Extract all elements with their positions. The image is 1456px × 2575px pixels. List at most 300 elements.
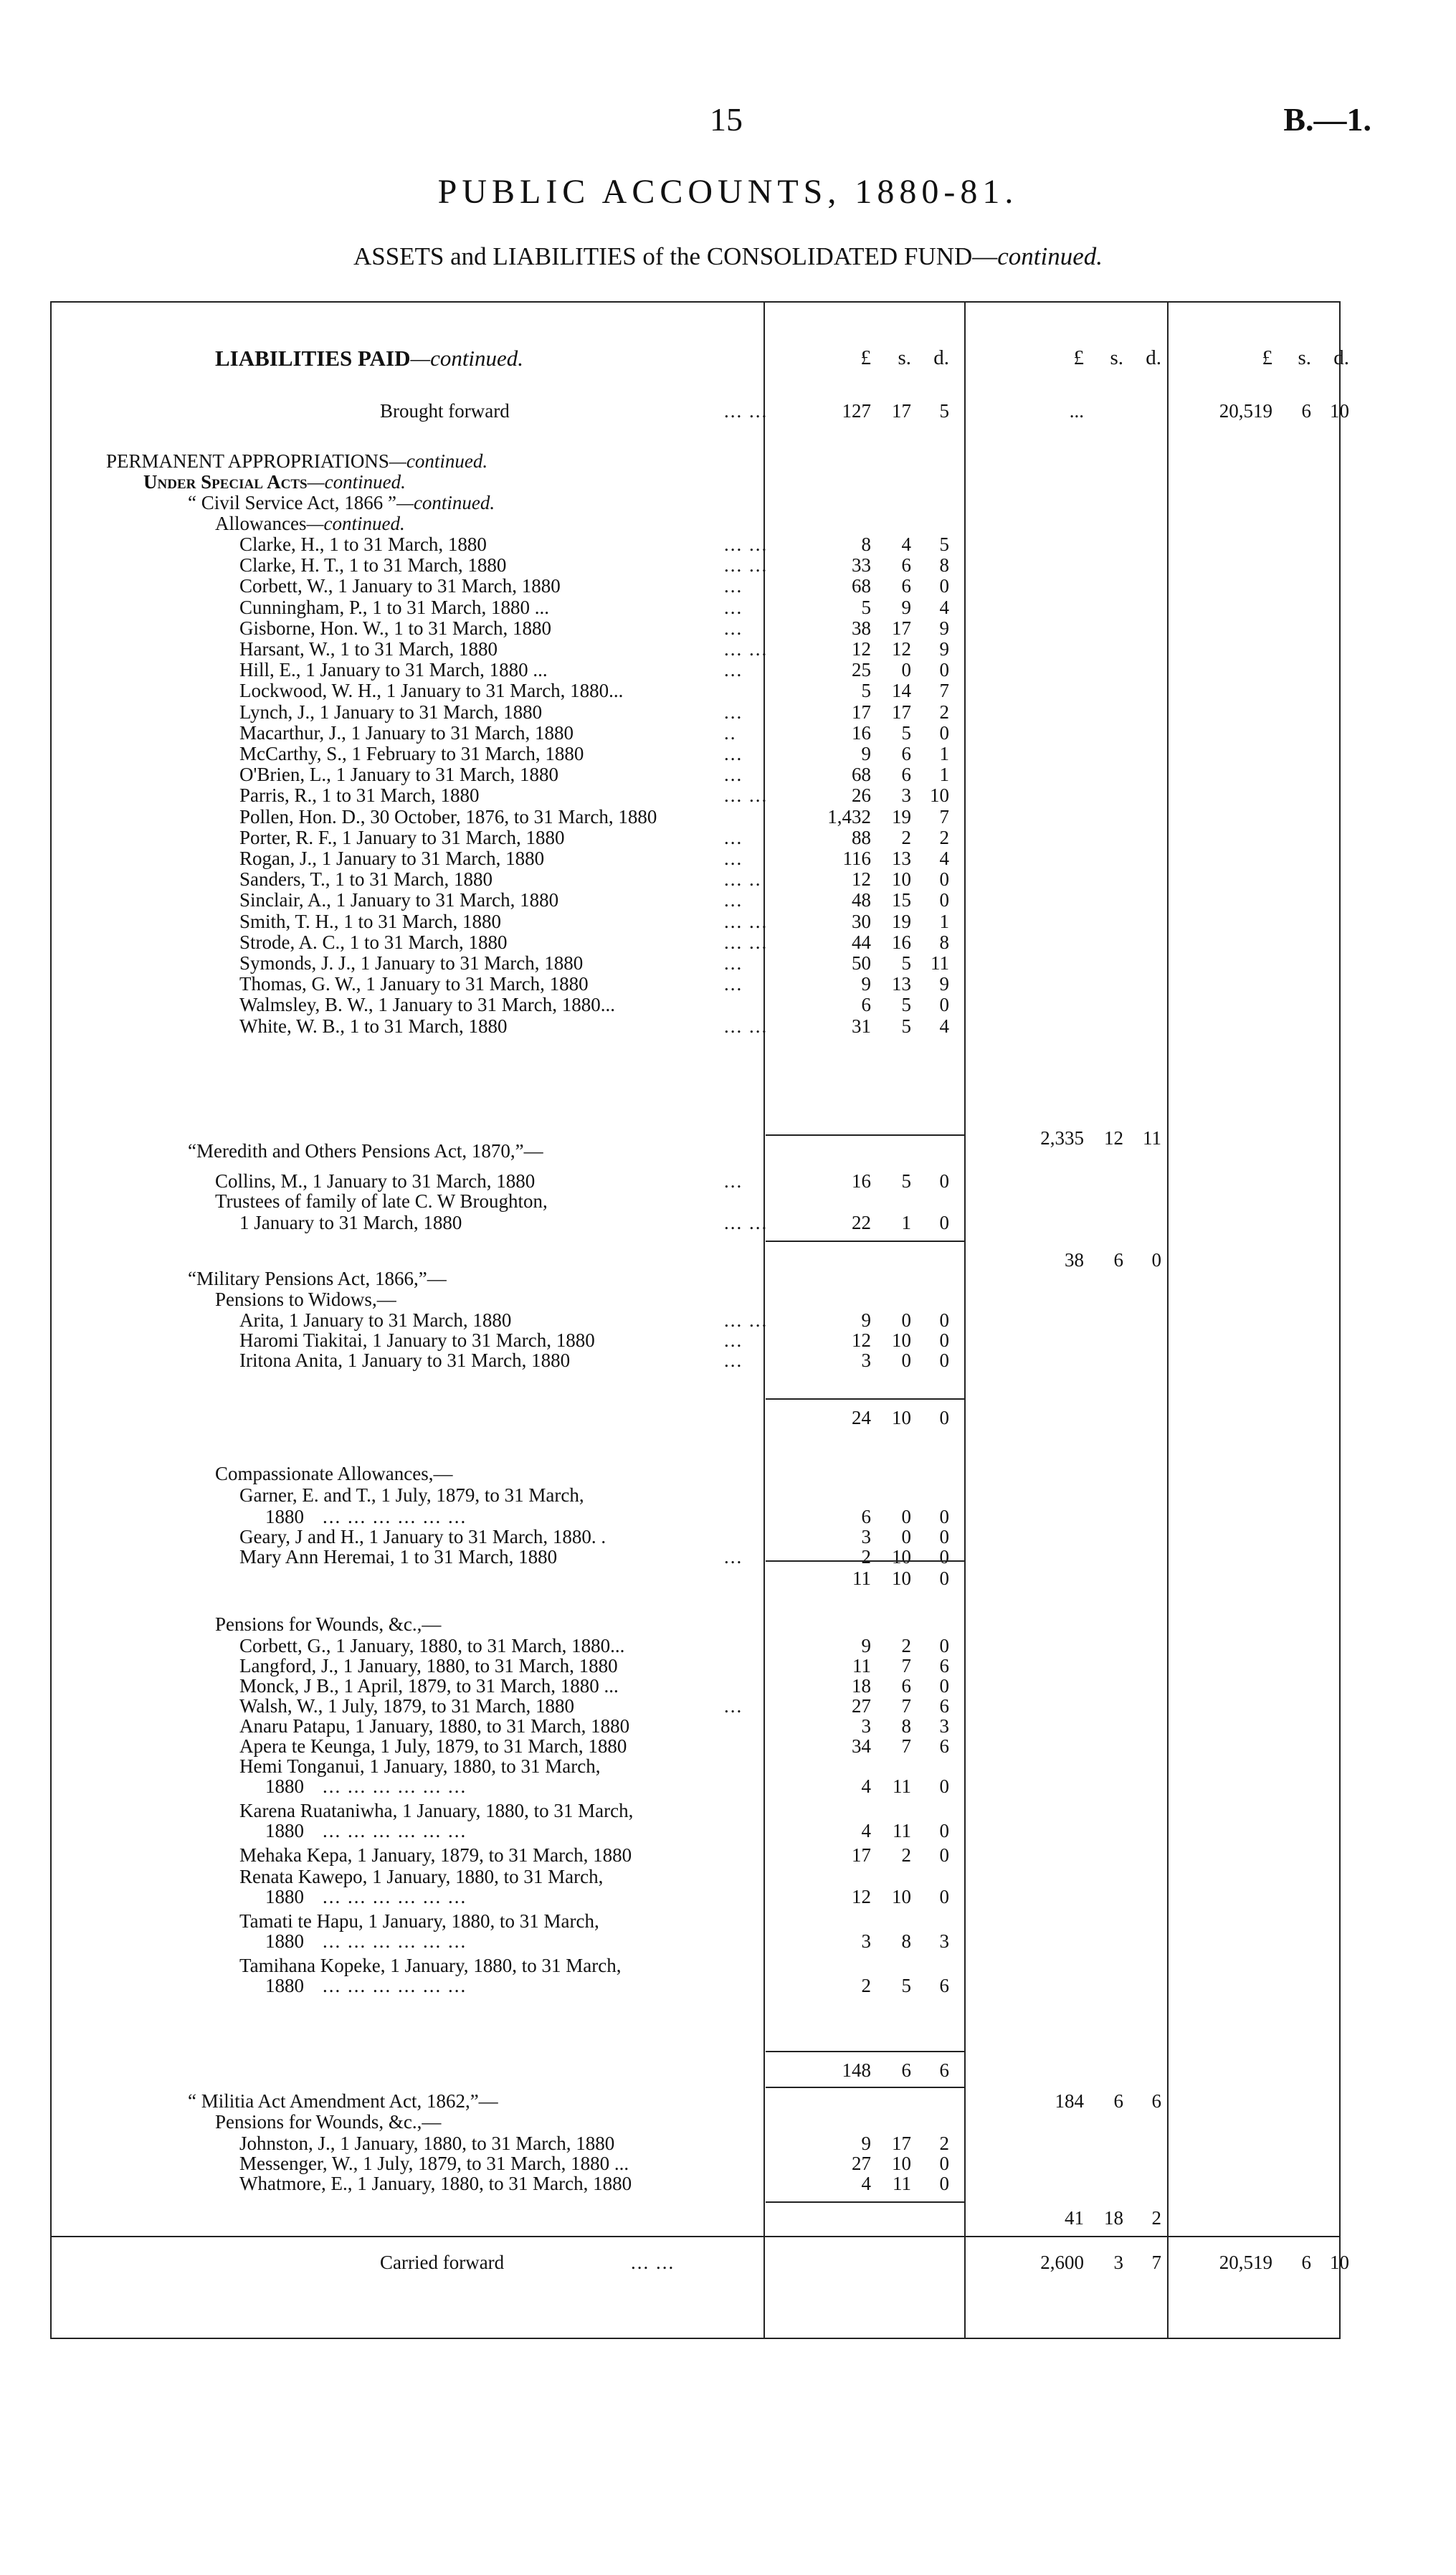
amount-shillings: 4 [901,534,911,555]
entry-row [0,743,1456,764]
total-shillings: 10 [892,1407,911,1428]
amount-pence: 10 [1330,2252,1349,2273]
entry-label: Tamihana Kopeke, 1 January, 1880, to 31 March, [239,1955,622,1976]
entry-label: White, W. B., 1 to 31 March, 1880 [239,1015,508,1037]
entry-label: Rogan, J., 1 January to 31 March, 1880 [239,848,545,869]
amount-pence: 6 [939,1975,949,1996]
entry-label: Lockwood, W. H., 1 January to 31 March, 1880... [239,680,624,702]
amount-shillings: 11 [893,1775,911,1797]
amount-shillings: 0 [901,1309,911,1331]
amount-pence: 0 [939,1820,949,1841]
leader-dots: ... [724,952,743,974]
amount-pounds: 16 [852,721,871,744]
carried-forward-row [0,2252,1456,2273]
entry-row [0,1329,1456,1351]
amount-pounds: 27 [852,2153,871,2174]
subtotal-rule [766,1241,964,1242]
subsection-continued: —continued. [307,471,406,493]
entry-row [0,952,1456,974]
subsection-heading [0,471,1456,493]
entry-row [0,784,1456,806]
carried-forward-label: Carried forward [380,2252,505,2273]
col3-shillings-head: s. [1298,346,1311,369]
leader-dots: ... ... [724,910,769,932]
amount-pence: 7 [939,680,949,702]
entry-row [0,638,1456,660]
entry-row [0,1755,1456,1777]
entry-row [0,827,1456,848]
amount-shillings: 0 [901,1526,911,1547]
entry-row [0,554,1456,576]
leader-dots: ... ... [724,784,769,807]
amount-pence: 7 [1151,2252,1161,2273]
entry-label: Lynch, J., 1 January to 31 March, 1880 [239,701,543,723]
total-shillings: 18 [1104,2207,1123,2229]
carried-forward-rule [50,2236,1341,2237]
entry-row-line1 [0,1190,1456,1212]
widows-heading [0,1289,1456,1310]
leader-dots: ... [724,1695,743,1717]
amount-shillings: 5 [901,952,911,974]
amount-shillings: 8 [901,1715,911,1737]
amount-shillings: 6 [901,764,911,786]
amount-pence: 0 [939,575,949,597]
entry-row [0,1775,1456,1797]
entry-row [0,1546,1456,1568]
leader-dots: ... [724,617,743,639]
amount-shillings: 7 [901,1735,911,1757]
entry-label: Cunningham, P., 1 to 31 March, 1880 ... [239,596,549,618]
amount-pence: 0 [939,721,949,744]
amount-pounds: 26 [852,784,871,807]
subtotal-rule [766,1560,964,1562]
entry-row [0,931,1456,953]
compassionate-heading [0,1463,1456,1484]
entry-row [0,1844,1456,1866]
amount-shillings: 6 [901,575,911,597]
amount-pounds: 12 [852,868,871,891]
total-pence: 2 [1151,2207,1161,2229]
amount-pence: 0 [939,1212,949,1233]
amount-pounds: 6 [861,1506,871,1527]
amount-pounds: 38 [852,617,871,639]
entry-label: Collins, M., 1 January to 31 March, 1880 [215,1170,536,1192]
amount-pounds: 16 [852,1170,871,1192]
entry-row [0,806,1456,827]
amount-shillings: 17 [892,400,911,422]
amount-pence: 0 [939,1886,949,1907]
amount-shillings: 2 [901,1844,911,1866]
amount-pounds: 18 [852,1675,871,1697]
leader-dots: ... [724,1329,743,1351]
amount-shillings: 2 [901,1635,911,1656]
amount-shillings: 13 [892,973,911,995]
act-continued: —continued. [396,492,495,513]
column-headers [0,347,1456,369]
group-title: Pensions for Wounds, &c.,— [215,2111,442,2133]
entry-row [0,2173,1456,2194]
entry-row [0,722,1456,744]
leader-dots: ... ... [724,554,769,577]
total-pence: 6 [939,2059,949,2081]
amount-pounds: 88 [852,826,871,848]
entry-row [0,1526,1456,1547]
total-shillings: 10 [892,1568,911,1589]
entry-label: Geary, J and H., 1 January to 31 March, 1880. . [239,1526,606,1547]
leader-dots: ... [724,743,743,764]
heading-main: LIABILITIES PAID [215,346,411,371]
entry-label: Sinclair, A., 1 January to 31 March, 1880 [239,889,559,911]
amount-pounds: 2,600 [1040,2252,1084,2273]
entry-row [0,1715,1456,1737]
leader-dots: ... ... [724,1309,769,1331]
amount-shillings: 10 [892,1329,911,1351]
amount-shillings: 5 [901,1975,911,1996]
amount-pounds: 2 [861,1975,871,1996]
compassionate-total-row [0,1568,1456,1589]
entry-label: Hill, E., 1 January to 31 March, 1880 ... [239,659,548,681]
amount-pence: 5 [939,534,949,555]
entry-row [0,2153,1456,2174]
col2-pence-head: d. [1146,346,1161,369]
amount-pence: 2 [939,2133,949,2154]
amount-pounds: 4 [861,1820,871,1841]
entry-row [0,889,1456,911]
amount-pounds: 3 [861,1350,871,1371]
amount-pounds: 6 [861,994,871,1016]
total-pounds: 38 [1065,1249,1084,1271]
entry-label: Sanders, T., 1 to 31 March, 1880 [239,868,493,891]
entry-label: Parris, R., 1 to 31 March, 1880 [239,784,480,807]
entry-label: Tamati te Hapu, 1 January, 1880, to 31 March, [239,1910,599,1932]
entry-label: Hemi Tonganui, 1 January, 1880, to 31 March, [239,1755,601,1777]
leader-dots: ... [724,659,743,681]
total-pounds: 184 [1055,2090,1084,2112]
amount-shillings: 12 [892,638,911,660]
total-shillings: 6 [901,2059,911,2081]
amount-pounds: 3 [861,1715,871,1737]
brought-forward-label: Brought forward [380,400,510,422]
total-pence: 0 [1151,1249,1161,1271]
amount-pounds: 116 [842,848,871,869]
amount-pence: 8 [939,931,949,953]
leader-dots: ... ... [631,2252,675,2273]
leader-dots: ... .. [724,868,762,891]
amount-shillings: 10 [892,1546,911,1568]
entry-label: Walsh, W., 1 July, 1879, to 31 March, 1880 [239,1695,575,1717]
entry-row [0,659,1456,680]
total-pounds: 41 [1065,2207,1084,2229]
leader-dots: ... [724,1350,743,1371]
leader-dots: ... ... ... ... ... ... [323,1775,467,1797]
amount-pounds: 12 [852,1329,871,1351]
leader-dots: ... [724,701,743,723]
amount-shillings: 0 [901,1506,911,1527]
total-pounds: 24 [852,1407,871,1428]
amount-pence: 4 [939,848,949,869]
amount-pence: 6 [939,1735,949,1757]
act-title: “ Civil Service Act, 1866 ” [188,492,396,513]
entry-label: Pollen, Hon. D., 30 October, 1876, to 31 March, 1880 [239,805,657,827]
subtitle-main: ASSETS and LIABILITIES of the CONSOLIDATED FUND— [353,242,998,270]
amount-pence: 0 [939,889,949,911]
section-main: PERMANENT APPROPRIATIONS [106,450,389,472]
widows-total-row [0,1407,1456,1428]
total-shillings: 12 [1104,1127,1123,1149]
amount-pence: 0 [939,1170,949,1192]
amount-pence: 0 [939,1526,949,1547]
entry-label: Trustees of family of late C. W Broughton, [215,1190,548,1212]
entry-row [0,973,1456,995]
amount-pence: 3 [939,1715,949,1737]
entry-row [0,848,1456,869]
amount-pence: 9 [939,617,949,639]
leader-dots: ... [724,826,743,848]
col1-shillings-head: s. [898,346,911,369]
amount-pence: 0 [939,1350,949,1371]
section-continued: —continued. [389,450,488,472]
amount-pounds: 9 [861,1635,871,1656]
entry-label: Strode, A. C., 1 to 31 March, 1880 [239,931,508,953]
act-heading-meredith [0,1140,1456,1162]
amount-shillings: 5 [901,1015,911,1037]
leader-dots: ... ... [724,1212,769,1233]
entry-label: Gisborne, Hon. W., 1 to 31 March, 1880 [239,617,551,639]
entry-label: 1880 [265,1820,304,1841]
page-title: PUBLIC ACCOUNTS, 1880-81. [437,173,1019,211]
entry-row [0,701,1456,723]
amount-pence: 0 [939,1329,949,1351]
amount-shillings: 11 [893,1820,911,1841]
amount-shillings: 7 [901,1695,911,1717]
entry-label: Whatmore, E., 1 January, 1880, to 31 March, 1880 [239,2173,632,2194]
entry-row [0,1506,1456,1527]
total-pence: 6 [1151,2090,1161,2112]
leader-dots: ... ... ... ... ... ... [323,1930,467,1952]
amount-pounds: 31 [852,1015,871,1037]
entry-row [0,1866,1456,1887]
subtitle-continued: continued. [997,242,1103,270]
entry-row [0,680,1456,701]
subtotal-rule [766,2087,964,2088]
entry-row [0,911,1456,932]
group-title: Pensions to Widows,— [215,1289,396,1310]
leader-dots: ... [724,1170,743,1192]
act-title: “ Militia Act Amendment Act, 1862,”— [188,2090,498,2112]
leader-dots: ... ... [724,1015,769,1037]
entry-label: Monck, J B., 1 April, 1879, to 31 March, 1880 ... [239,1675,619,1697]
amount-pence: 0 [939,659,949,681]
amount-pounds: 5 [861,596,871,618]
amount-pence: 0 [939,1546,949,1568]
amount-pence: 1 [939,764,949,786]
amount-shillings: 19 [892,910,911,932]
entry-label: Karena Ruataniwha, 1 January, 1880, to 31 March, [239,1800,634,1821]
amount-pounds: 2 [861,1546,871,1568]
entry-label: Langford, J., 1 January, 1880, to 31 March, 1880 [239,1655,618,1677]
entry-label: Corbett, W., 1 January to 31 March, 1880 [239,575,561,597]
militia-wounds-heading [0,2111,1456,2133]
amount-pounds: 22 [852,1212,871,1233]
act-title: “Meredith and Others Pensions Act, 1870,”— [188,1140,543,1162]
leader-dots: ... [724,889,743,911]
entry-row [0,1675,1456,1697]
leader-dots: ... [724,1546,743,1568]
entry-label: Iritona Anita, 1 January to 31 March, 1880 [239,1350,571,1371]
entry-label: Arita, 1 January to 31 March, 1880 [239,1309,512,1331]
leader-dots: ... ... [724,400,769,422]
leader-dots: ... [724,848,743,869]
entry-row [0,1930,1456,1952]
entry-label: Thomas, G. W., 1 January to 31 March, 1880 [239,973,589,995]
subtotal-rule [766,1398,964,1400]
amount-shillings: 14 [892,680,911,702]
leader-dots: ... ... [724,931,769,953]
total-pounds: 11 [852,1568,871,1589]
col1-pounds-head: £ [860,346,871,369]
amount-pounds: 20,519 [1219,2252,1272,2273]
amount-pounds: 3 [861,1526,871,1547]
entry-label: 1880 [265,1975,304,1996]
amount-shillings: 6 [901,1675,911,1697]
total-pounds: 2,335 [1040,1127,1084,1149]
amount-pence: 0 [939,2173,949,2194]
entry-row-line1 [0,1484,1456,1506]
amount-shillings: 15 [892,889,911,911]
entry-label: Clarke, H. T., 1 to 31 March, 1880 [239,554,507,577]
col2-pounds-head: £ [1073,346,1084,369]
amount-shillings: 1 [901,1212,911,1233]
amount-pence: 6 [939,1695,949,1717]
document-code: B.—1. [1283,101,1371,138]
entry-row [0,534,1456,555]
amount-pounds: 127 [842,400,871,422]
amount-pence: 9 [939,973,949,995]
subtotal-rule [766,2051,964,2052]
amount-pounds: 20,519 [1219,400,1272,422]
entry-label: 1880 [265,1886,304,1907]
amount-pounds: 5 [861,680,871,702]
entry-label: Johnston, J., 1 January, 1880, to 31 March, 1880 [239,2133,615,2154]
act-heading-military [0,1268,1456,1289]
amount-pounds: 8 [861,534,871,555]
col1-pence-head: d. [933,346,949,369]
group-title: Pensions for Wounds, &c.,— [215,1613,442,1635]
allowances-heading [0,513,1456,534]
group-title: Compassionate Allowances,— [215,1463,453,1484]
entry-row [0,1015,1456,1037]
entry-label: Mary Ann Heremai, 1 to 31 March, 1880 [239,1546,558,1568]
amount-shillings: 5 [901,994,911,1016]
entry-row [0,1635,1456,1656]
amount-pence: 4 [939,596,949,618]
amount-pounds: 4 [861,1775,871,1797]
amount-pence: 0 [939,994,949,1016]
entry-row [0,994,1456,1015]
amount-pence: 0 [939,1775,949,1797]
amount-shillings: 5 [901,721,911,744]
amount-pence: 9 [939,638,949,660]
amount-pounds: 33 [852,554,871,577]
entry-row [0,764,1456,785]
amount-pounds: 48 [852,889,871,911]
amount-pence: 5 [939,400,949,422]
entry-row [0,1910,1456,1932]
total-pence: 11 [1143,1127,1161,1149]
entry-label: Macarthur, J., 1 January to 31 March, 1880 [239,721,574,744]
col2-shillings-head: s. [1110,346,1123,369]
section-heading [0,450,1456,472]
amount-shillings: 17 [892,701,911,723]
amount-shillings: 5 [901,1170,911,1192]
brought-forward-row [0,400,1456,422]
entry-label: Corbett, G., 1 January, 1880, to 31 March, 1880... [239,1635,625,1656]
entry-label: 1880 [265,1775,304,1797]
amount-pounds: 30 [852,910,871,932]
amount-pounds: 9 [861,2133,871,2154]
amount-pence: 10 [1330,400,1349,422]
amount-pence: 1 [939,743,949,764]
amount-pounds: 1,432 [827,805,871,827]
amount-pounds: 4 [861,2173,871,2194]
entry-row [0,1955,1456,1976]
entry-label: Harsant, W., 1 to 31 March, 1880 [239,638,498,660]
leader-dots: ... ... ... ... ... ... [323,1506,467,1527]
amount-pounds: 17 [852,701,871,723]
amount-shillings: 3 [901,784,911,807]
entry-row [0,597,1456,618]
act-title: “Military Pensions Act, 1866,”— [188,1268,447,1289]
amount-shillings: 8 [901,1930,911,1952]
entry-label: McCarthy, S., 1 February to 31 March, 1880 [239,743,584,764]
entry-label: 1880 [265,1930,304,1952]
amount-pounds: 44 [852,931,871,953]
amount-shillings: 6 [901,743,911,764]
total-shillings: 6 [1113,2090,1123,2112]
entry-label: Apera te Keunga, 1 July, 1879, to 31 March, 1880 [239,1735,627,1757]
leader-dots: ... [724,973,743,995]
total-pounds: 148 [842,2059,871,2081]
leader-dots: ... ... [724,534,769,555]
total-pence: 0 [939,1568,949,1589]
entry-label: Walmsley, B. W., 1 January to 31 March, 1880... [239,994,616,1016]
amount-shillings: 17 [892,2133,911,2154]
entry-label: Mehaka Kepa, 1 January, 1879, to 31 March, 1880 [239,1844,632,1866]
subtotal-rule [766,2201,964,2203]
amount-shillings: 10 [892,1886,911,1907]
amount-pence: 3 [939,1930,949,1952]
entry-row [0,1820,1456,1841]
leader-dots: ... [724,596,743,618]
amount-shillings: 7 [901,1655,911,1677]
page-number: 15 [710,101,743,138]
entry-row [0,1886,1456,1907]
col3-pounds-head: £ [1262,346,1272,369]
entry-row [0,1655,1456,1677]
amount-pence: 6 [939,1655,949,1677]
leader-dots: ... ... [724,638,769,660]
entry-label: Haromi Tiakitai, 1 January to 31 March, 1880 [239,1329,595,1351]
leader-dots: ... ... ... ... ... ... [323,1886,467,1907]
entry-row [0,1309,1456,1331]
subsection-main: Under Special Acts [143,471,308,493]
amount-pence: 10 [930,784,949,807]
entry-row [0,1695,1456,1717]
amount-placeholder: ... [1069,400,1084,422]
amount-shillings: 6 [1301,2252,1311,2273]
amount-pence: 7 [939,805,949,827]
amount-shillings: 16 [892,931,911,953]
